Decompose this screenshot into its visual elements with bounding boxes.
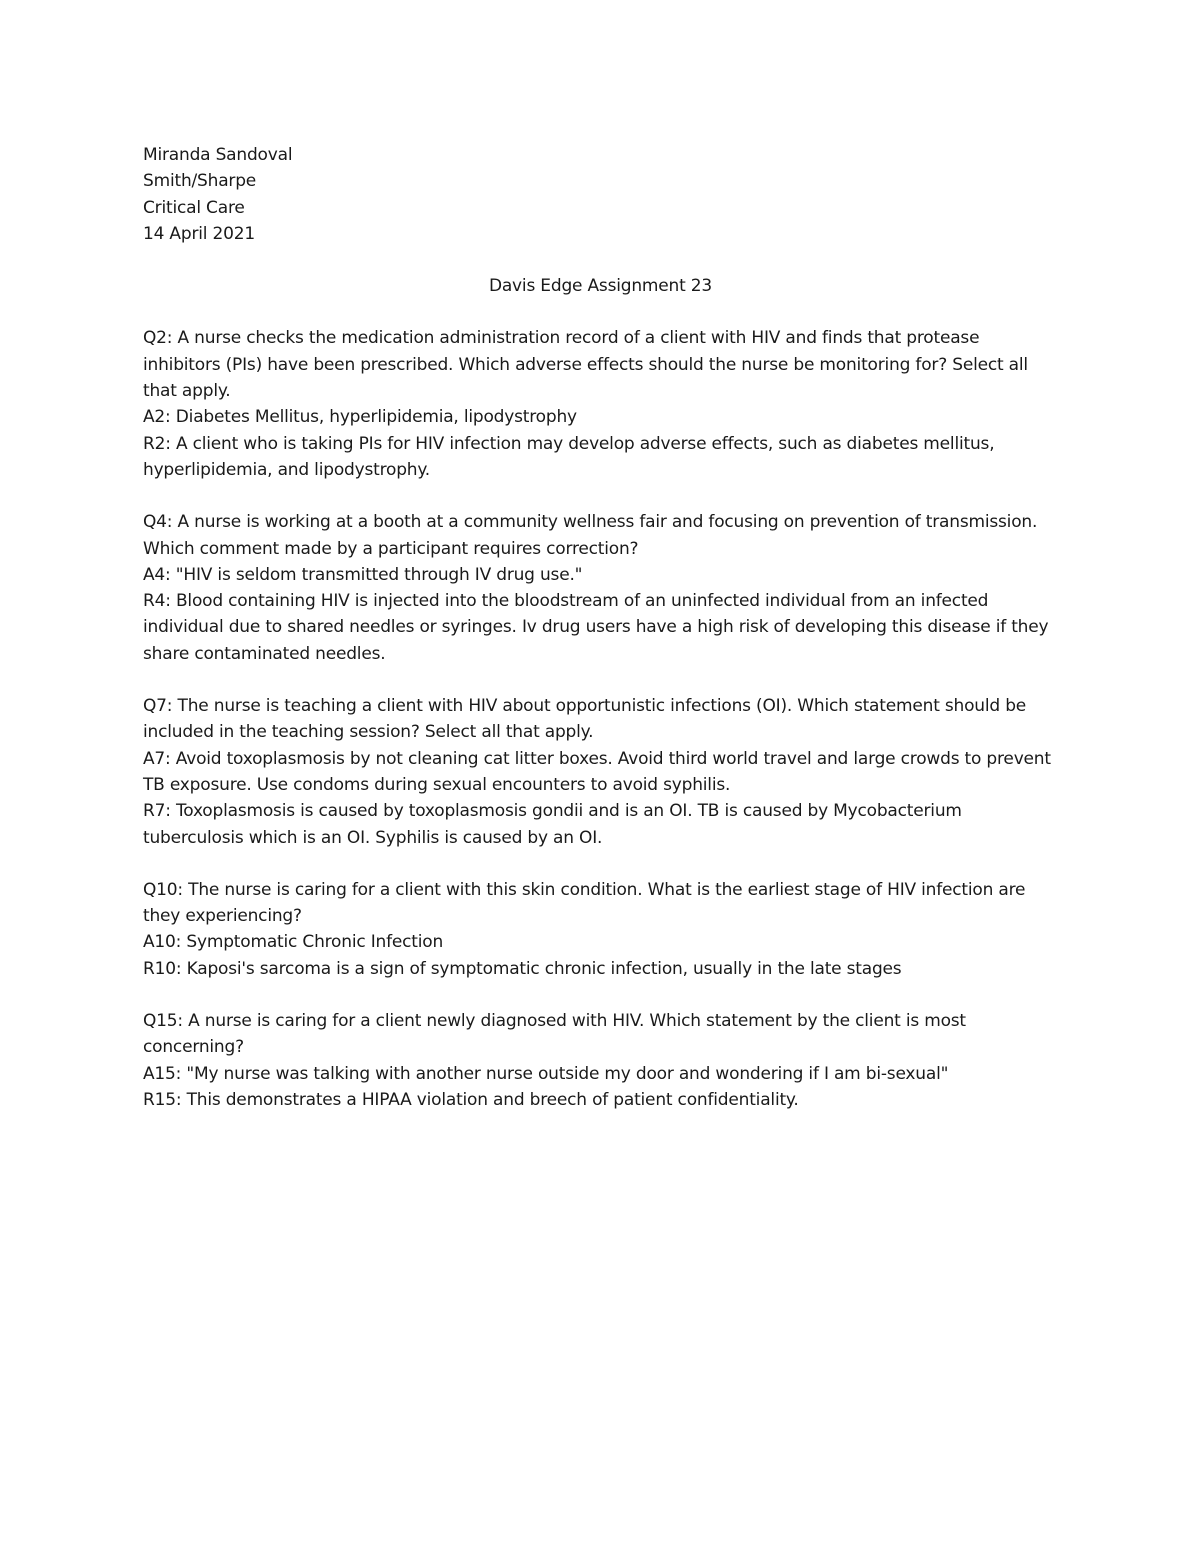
question-label: Q2: bbox=[143, 328, 173, 349]
rationale-label: R2: bbox=[143, 433, 171, 454]
question-label: Q15: bbox=[143, 1011, 183, 1032]
answer-label: A7: bbox=[143, 748, 171, 769]
qa-block-q4 bbox=[143, 509, 1058, 667]
answer-a2 bbox=[143, 404, 1058, 430]
question-q7 bbox=[143, 693, 1058, 746]
author-name: Miranda Sandoval bbox=[143, 145, 293, 165]
answer-label: A10: bbox=[143, 932, 182, 953]
course-name: Critical Care bbox=[143, 197, 245, 218]
question-label: Q4: bbox=[143, 512, 173, 533]
qa-block-q2 bbox=[143, 325, 1058, 483]
answer-a7 bbox=[143, 746, 1058, 799]
answer-a10 bbox=[143, 929, 1058, 955]
answer-text: "HIV is seldom transmitted through IV drug use." bbox=[170, 564, 583, 585]
question-q2 bbox=[143, 325, 1058, 404]
question-text: The nurse is teaching a client with HIV about opportunistic infections (OI). Which statement should be included in the teaching session? Select all that apply. bbox=[143, 696, 1027, 743]
rationale-text: Kaposi's sarcoma is a sign of symptomatic chronic infection, usually in the late stages bbox=[181, 958, 902, 979]
qa-block-q15 bbox=[143, 1008, 1058, 1113]
rationale-r10 bbox=[143, 956, 1058, 982]
answer-text: Symptomatic Chronic Infection bbox=[181, 932, 444, 953]
question-q4 bbox=[143, 509, 1058, 562]
rationale-text: This demonstrates a HIPAA violation and breech of patient confidentiality. bbox=[181, 1089, 799, 1110]
instructor-names: Smith/Sharpe bbox=[143, 171, 257, 192]
answer-a15 bbox=[143, 1061, 1058, 1087]
question-text: A nurse is caring for a client newly diagnosed with HIV. Which statement by the client is most concerning? bbox=[143, 1011, 966, 1058]
question-text: A nurse is working at a booth at a community wellness fair and focusing on prevention of transmission. Which comment made by a participant requires correction? bbox=[143, 512, 1038, 559]
answer-label: A2: bbox=[143, 407, 171, 428]
question-text: A nurse checks the medication administration record of a client with HIV and finds that protease inhibitors (PIs) have been prescribed. Which adverse effects should the nurse be monitoring for? Select all that apply. bbox=[143, 328, 1028, 402]
rationale-label: R15: bbox=[143, 1089, 182, 1110]
question-q15 bbox=[143, 1008, 1058, 1061]
rationale-label: R10: bbox=[143, 958, 182, 979]
question-q10 bbox=[143, 877, 1058, 930]
answer-label: A4: bbox=[143, 564, 171, 585]
assignment-title: Davis Edge Assignment 23 bbox=[488, 276, 713, 297]
assignment-date: 14 April 2021 bbox=[143, 223, 255, 244]
question-text: The nurse is caring for a client with this skin condition. What is the earliest stage of HIV infection are they experiencing? bbox=[143, 879, 1026, 927]
rationale-r4 bbox=[143, 588, 1058, 667]
question-label: Q10: bbox=[143, 879, 183, 900]
answer-a4 bbox=[143, 562, 1058, 588]
answer-text: "My nurse was talking with another nurse outside my door and wondering if I am bi-sexual" bbox=[181, 1063, 949, 1084]
rationale-text: Toxoplasmosis is caused by toxoplasmosis gondii and is an OI. TB is caused by Mycobacterium tuberculosis which is an OI. Syphilis is caused by an OI. bbox=[143, 801, 962, 848]
qa-block-q10 bbox=[143, 877, 1058, 982]
answer-text: Avoid toxoplasmosis by not cleaning cat litter boxes. Avoid third world travel and large crowds to prevent TB exposure. Use condoms during sexual encounters to avoid syphilis. bbox=[143, 748, 1051, 795]
rationale-text: Blood containing HIV is injected into the bloodstream of an uninfected individual from an infected individual due to shared needles or syringes. Iv drug users have a high risk of developing this disease if they share contaminated needles. bbox=[143, 591, 1049, 664]
rationale-label: R4: bbox=[143, 591, 171, 612]
rationale-r15 bbox=[143, 1087, 1058, 1113]
answer-label: A15: bbox=[143, 1063, 182, 1084]
document-body bbox=[143, 142, 1058, 1113]
question-label: Q7: bbox=[143, 696, 173, 717]
answer-text: Diabetes Mellitus, hyperlipidemia, lipodystrophy bbox=[170, 407, 577, 428]
rationale-r7 bbox=[143, 798, 1058, 851]
rationale-r2 bbox=[143, 431, 1058, 484]
qa-block-q7 bbox=[143, 693, 1058, 851]
rationale-text: A client who is taking PIs for HIV infection may develop adverse effects, such as diabetes mellitus, hyperlipidemia, and lipodystrophy. bbox=[143, 433, 995, 480]
rationale-label: R7: bbox=[143, 801, 171, 822]
